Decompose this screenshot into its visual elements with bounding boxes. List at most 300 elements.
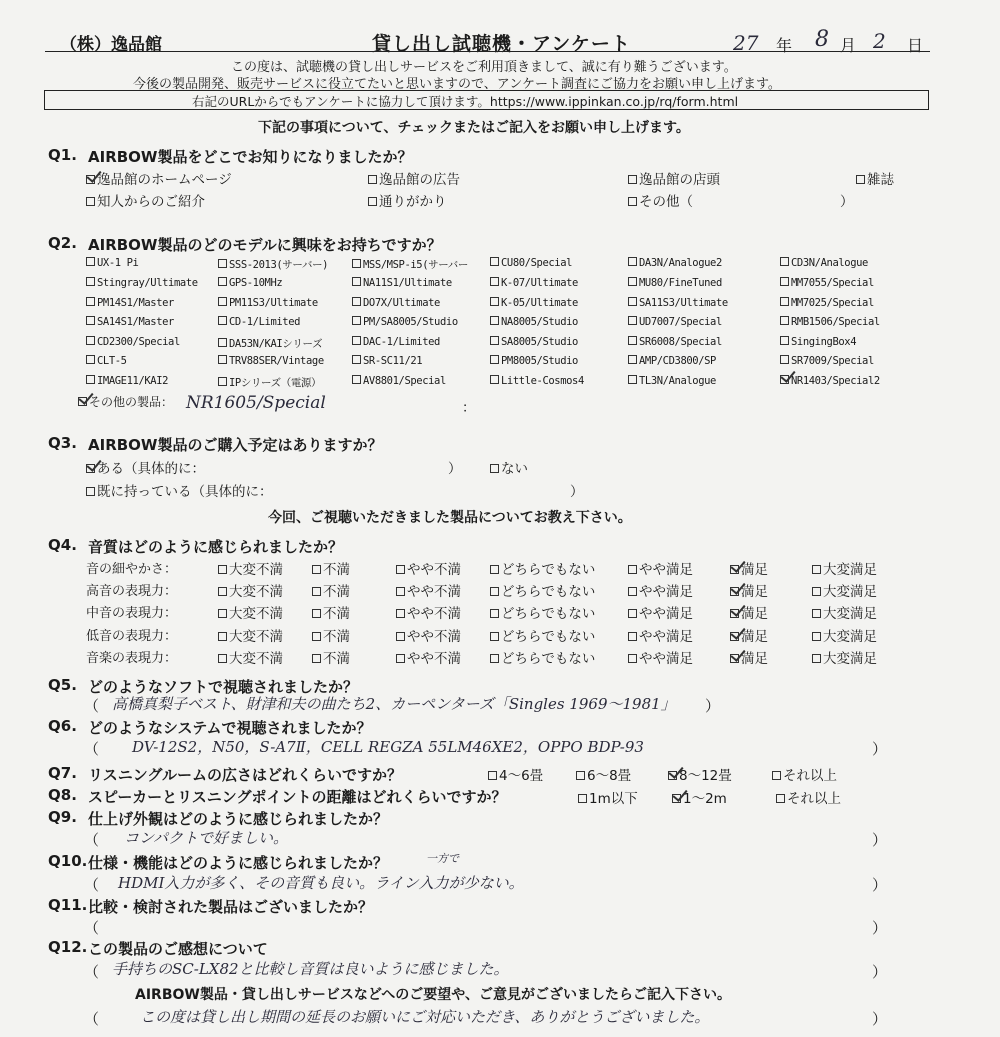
checkbox[interactable]: [218, 587, 227, 596]
checkbox[interactable]: [312, 565, 321, 574]
q4-rating-option[interactable]: [812, 558, 877, 578]
checkbox[interactable]: [312, 632, 321, 641]
q3-option-have[interactable]: [86, 480, 273, 500]
checkbox[interactable]: [730, 587, 739, 596]
q1-option-homepage[interactable]: [86, 168, 232, 188]
checkbox[interactable]: [628, 336, 637, 345]
checkbox[interactable]: [352, 336, 361, 345]
option-label: 大変満足: [823, 562, 877, 578]
checkbox[interactable]: [812, 565, 821, 574]
checkbox[interactable]: [86, 175, 95, 184]
checkbox[interactable]: [490, 257, 499, 266]
q1-question: AIRBOW製品をどこでお知りになりましたか？: [88, 148, 413, 166]
checkbox[interactable]: [628, 654, 637, 663]
option-label: 逸品館の店頭: [639, 172, 720, 188]
checkbox[interactable]: [628, 587, 637, 596]
q3-option-yes[interactable]: [86, 457, 205, 477]
checkbox[interactable]: [218, 609, 227, 618]
q12-close-paren: ）: [872, 963, 888, 981]
q4-rating-option[interactable]: [628, 580, 693, 600]
q4-row-label: 高音の表現力：: [86, 584, 178, 599]
q6-answer[interactable]: DV-12S2，N50，S-A7Ⅱ，CELL REGZA 55LM46XE2，OPPO BDP-93: [132, 738, 644, 756]
q2-model-option[interactable]: [780, 336, 856, 348]
q4-rating-option[interactable]: [812, 625, 877, 645]
checkbox[interactable]: [352, 316, 361, 325]
q2-model-option[interactable]: [490, 297, 578, 309]
option-label: MM7055/Special: [791, 277, 874, 289]
q1-option-passing[interactable]: [368, 190, 447, 210]
date-day-unit: 日: [907, 36, 924, 55]
q10-note: 一方で: [426, 852, 459, 865]
q4-rating-option[interactable]: [218, 580, 283, 600]
q2-model-option[interactable]: [490, 336, 578, 348]
checkbox[interactable]: [628, 565, 637, 574]
q10-close-paren: ）: [872, 876, 888, 894]
checkbox[interactable]: [490, 587, 499, 596]
option-label: MM7025/Special: [791, 297, 874, 309]
q10-number: Q10.: [48, 852, 88, 870]
q2-model-option[interactable]: [218, 316, 300, 328]
q4-rating-option[interactable]: [396, 602, 461, 622]
q4-rating-option[interactable]: [312, 580, 350, 600]
option-label: CD-1/Limited: [229, 316, 301, 328]
option-label: NA8005/Studio: [501, 316, 578, 328]
option-label: やや満足: [639, 651, 693, 667]
option-label: 不満: [323, 629, 350, 645]
checkbox[interactable]: [86, 297, 95, 306]
footer-open-paren: （: [84, 1010, 100, 1028]
q4-rating-option[interactable]: [312, 625, 350, 645]
q12-open-paren: （: [84, 963, 100, 981]
q4-rating-option[interactable]: [812, 602, 877, 622]
q4-rating-option[interactable]: [490, 558, 595, 578]
q1-option-referral[interactable]: [86, 190, 205, 210]
checkbox[interactable]: [86, 197, 95, 206]
checkbox[interactable]: [628, 197, 637, 206]
q2-model-option[interactable]: [628, 257, 722, 269]
q1-option-ad[interactable]: [368, 168, 460, 188]
q2-model-option[interactable]: [628, 297, 728, 309]
q2-model-option[interactable]: [218, 355, 324, 367]
option-label: 大変満足: [823, 584, 877, 600]
checkbox[interactable]: [490, 609, 499, 618]
option-label: CU80/Special: [501, 257, 573, 269]
q2-model-option[interactable]: [352, 336, 440, 348]
checkbox[interactable]: [218, 259, 227, 268]
checkbox[interactable]: [86, 487, 95, 496]
q5-question: どのようなソフトで視聴されましたか？: [88, 678, 359, 696]
q2-model-option[interactable]: [628, 355, 716, 367]
option-label: 雑誌: [867, 172, 894, 188]
checkbox[interactable]: [86, 316, 95, 325]
option-label: 大変不満: [229, 584, 283, 600]
q10-question: 仕様・機能はどのように感じられましたか？: [88, 854, 389, 872]
checkbox[interactable]: [368, 197, 377, 206]
q4-rating-option[interactable]: [396, 647, 461, 667]
q4-rating-option[interactable]: [218, 558, 283, 578]
q6-question: どのようなシステムで視聴されましたか？: [88, 719, 372, 737]
q4-rating-option[interactable]: [730, 625, 768, 645]
option-label: 不満: [323, 562, 350, 578]
q2-model-option[interactable]: [218, 297, 318, 309]
q2-model-option[interactable]: [628, 277, 722, 289]
q2-model-option[interactable]: [86, 277, 198, 289]
checkbox[interactable]: [490, 316, 499, 325]
option-label: IPシリーズ（電源）: [229, 377, 322, 389]
q8-question: スピーカーとリスニングポイントの距離はどれくらいですか？: [88, 788, 507, 806]
checkbox[interactable]: [86, 464, 95, 473]
checkbox[interactable]: [396, 609, 405, 618]
checkbox[interactable]: [812, 609, 821, 618]
q1-option-store[interactable]: [628, 168, 720, 188]
q2-model-option[interactable]: [352, 257, 468, 272]
q3-have-close: ）: [570, 484, 584, 500]
checkbox[interactable]: [368, 175, 377, 184]
q8-option-under-1m[interactable]: [578, 787, 638, 807]
checkbox[interactable]: [352, 277, 361, 286]
option-label: どちらでもない: [501, 584, 596, 600]
checkbox[interactable]: [86, 277, 95, 286]
checkbox[interactable]: [86, 257, 95, 266]
footer-close-paren: ）: [872, 1010, 888, 1028]
option-label: CD2300/Special: [97, 336, 180, 348]
q4-rating-option[interactable]: [312, 647, 350, 667]
q2-model-option[interactable]: [218, 336, 322, 351]
checkbox[interactable]: [628, 175, 637, 184]
checkbox[interactable]: [490, 297, 499, 306]
checkbox[interactable]: [490, 565, 499, 574]
option-label: DA3N/Analogue2: [639, 257, 722, 269]
checkbox[interactable]: [490, 355, 499, 364]
checkbox[interactable]: [812, 654, 821, 663]
option-label: SR-SC11/21: [363, 355, 423, 367]
checkbox[interactable]: [730, 654, 739, 663]
checkbox[interactable]: [352, 355, 361, 364]
q4-rating-option[interactable]: [628, 625, 693, 645]
q4-rating-option[interactable]: [730, 602, 768, 622]
checkbox[interactable]: [218, 316, 227, 325]
q2-model-option[interactable]: [352, 375, 446, 387]
checkbox[interactable]: [86, 375, 95, 384]
q4-rating-option[interactable]: [218, 625, 283, 645]
q4-rating-option[interactable]: [730, 647, 768, 667]
option-label: 満足: [741, 584, 768, 600]
q10-open-paren: （: [84, 876, 100, 894]
q2-model-option[interactable]: [490, 257, 572, 269]
checkbox[interactable]: [772, 771, 781, 780]
q2-model-option[interactable]: [352, 316, 458, 328]
q1-option-magazine[interactable]: [856, 168, 894, 188]
footer-answer[interactable]: この度は貸し出し期間の延長のお願いにご対応いただき、ありがとうございました。: [140, 1008, 710, 1026]
checkbox[interactable]: [490, 375, 499, 384]
option-label: MSS/MSP-i5(サーバー: [363, 259, 469, 271]
checkbox[interactable]: [352, 375, 361, 384]
q4-rating-option[interactable]: [628, 558, 693, 578]
checkbox[interactable]: [490, 654, 499, 663]
q2-model-option[interactable]: [490, 375, 584, 387]
checkbox[interactable]: [218, 297, 227, 306]
option-label: TL3N/Analogue: [639, 375, 716, 387]
q4-rating-option[interactable]: [812, 647, 877, 667]
checkbox[interactable]: [780, 336, 789, 345]
intro-line-1: この度は、試聴機の貸し出しサービスをご利用頂きまして、誠に有り難うございます。: [231, 60, 737, 75]
option-label: 大変不満: [229, 651, 283, 667]
q4-row-label: 音の細やかさ：: [86, 562, 178, 577]
date-day: 2: [873, 29, 886, 53]
option-label: どちらでもない: [501, 629, 596, 645]
checkbox[interactable]: [780, 297, 789, 306]
checkbox[interactable]: [78, 397, 87, 406]
q4-rating-option[interactable]: [628, 602, 693, 622]
option-label: K-05/Ultimate: [501, 297, 578, 309]
option-label: PM8005/Studio: [501, 355, 578, 367]
q11-close-paren: ）: [872, 919, 888, 937]
q6-open-paren: （: [84, 740, 100, 758]
checkbox[interactable]: [218, 355, 227, 364]
option-label: 6〜8畳: [587, 768, 632, 784]
option-label: 満足: [741, 562, 768, 578]
q2-model-option[interactable]: [352, 355, 422, 367]
option-label: CD3N/Analogue: [791, 257, 868, 269]
q2-model-option[interactable]: [780, 277, 874, 289]
q2-model-option[interactable]: [86, 375, 168, 387]
checkbox[interactable]: [86, 355, 95, 364]
option-label: SR6008/Special: [639, 336, 722, 348]
url-line: 右記のURLからでもアンケートに協力して頂けます。https://www.ippinkan.co.jp/rq/form.html: [192, 94, 739, 109]
q4-rating-option[interactable]: [730, 580, 768, 600]
checkbox[interactable]: [218, 277, 227, 286]
option-label: ある（具体的に：: [97, 461, 205, 477]
checkbox[interactable]: [490, 632, 499, 641]
checkbox[interactable]: [628, 632, 637, 641]
q2-model-option[interactable]: [490, 316, 578, 328]
q11-number: Q11.: [48, 896, 88, 914]
q9-number: Q9.: [48, 808, 77, 826]
q5-close-paren: ）: [705, 697, 721, 715]
q2-model-option[interactable]: [352, 277, 452, 289]
checkbox[interactable]: [628, 316, 637, 325]
q2-model-option[interactable]: [780, 297, 874, 309]
option-label: 逸品館の広告: [379, 172, 460, 188]
q2-model-option[interactable]: [780, 355, 874, 367]
q5-answer[interactable]: 高橋真梨子ベスト、財津和夫の曲たち2、カーペンターズ「Singles 1969〜1981」: [112, 695, 676, 713]
option-label: SA14S1/Master: [97, 316, 174, 328]
checkbox[interactable]: [628, 257, 637, 266]
checkbox[interactable]: [312, 587, 321, 596]
checkbox[interactable]: [668, 771, 677, 780]
option-label: AMP/CD3800/SP: [639, 355, 716, 367]
q7-question: リスニングルームの広さはどれくらいですか？: [88, 766, 402, 784]
q2-other-products[interactable]: [78, 393, 173, 410]
option-label: 大変不満: [229, 562, 283, 578]
q7-option-6-8[interactable]: [576, 764, 631, 784]
q4-rating-option[interactable]: [490, 625, 595, 645]
q10-answer[interactable]: HDMI入力が多く、その音質も良い。ライン入力が少ない。: [118, 874, 524, 892]
q4-rating-option[interactable]: [396, 625, 461, 645]
q4-rating-option[interactable]: [628, 647, 693, 667]
option-label: PM/SA8005/Studio: [363, 316, 458, 328]
q2-model-option[interactable]: [780, 316, 880, 328]
q4-rating-option[interactable]: [312, 602, 350, 622]
option-label: DO7X/Ultimate: [363, 297, 440, 309]
option-label: やや満足: [639, 606, 693, 622]
q2-model-option[interactable]: [628, 375, 716, 387]
q2-model-option[interactable]: [490, 355, 578, 367]
q4-rating-option[interactable]: [490, 647, 595, 667]
q2-model-option[interactable]: [86, 297, 174, 309]
q2-model-option[interactable]: [780, 257, 868, 269]
date-month: 8: [815, 27, 829, 52]
q8-option-more[interactable]: [776, 787, 841, 807]
checkbox[interactable]: [628, 375, 637, 384]
footer-request: AIRBOW製品・貸し出しサービスなどへのご要望や、ご意見がございましたらご記入下さい。: [135, 987, 731, 1003]
checkbox[interactable]: [218, 377, 227, 386]
checkbox[interactable]: [672, 794, 681, 803]
option-label: CLT-5: [97, 355, 127, 367]
q2-model-option[interactable]: [86, 355, 127, 367]
date-month-unit: 月: [840, 36, 857, 55]
checkbox[interactable]: [352, 259, 361, 268]
checkbox[interactable]: [628, 277, 637, 286]
option-label: やや不満: [407, 651, 461, 667]
checkbox[interactable]: [312, 609, 321, 618]
checkbox[interactable]: [780, 355, 789, 364]
option-label: 大変満足: [823, 606, 877, 622]
q2-model-option[interactable]: [86, 336, 180, 348]
q7-option-8-12[interactable]: [668, 764, 732, 784]
checkbox[interactable]: [776, 794, 785, 803]
q9-open-paren: （: [84, 831, 100, 849]
option-label: 不満: [323, 584, 350, 600]
checkbox[interactable]: [780, 277, 789, 286]
option-label: IMAGE11/KAI2: [97, 375, 169, 387]
checkbox[interactable]: [218, 654, 227, 663]
q7-number: Q7.: [48, 764, 77, 782]
q2-model-option[interactable]: [780, 375, 880, 387]
q1-other-close: ）: [840, 194, 854, 210]
q4-rating-option[interactable]: [312, 558, 350, 578]
q4-row-label: 中音の表現力：: [86, 606, 178, 621]
checkbox[interactable]: [396, 654, 405, 663]
checkbox[interactable]: [812, 632, 821, 641]
option-label: やや不満: [407, 584, 461, 600]
q2-model-option[interactable]: [86, 316, 174, 328]
q2-other-answer[interactable]: NR1605/Special: [186, 393, 326, 413]
option-label: NR1403/Special2: [791, 375, 880, 387]
q2-model-option[interactable]: [86, 257, 138, 269]
q2-model-option[interactable]: [218, 375, 321, 390]
q5-number: Q5.: [48, 676, 77, 694]
checkbox[interactable]: [490, 336, 499, 345]
checkbox[interactable]: [490, 464, 499, 473]
q4-rating-option[interactable]: [396, 580, 461, 600]
q2-model-option[interactable]: [490, 277, 578, 289]
q7-option-more[interactable]: [772, 764, 837, 784]
q12-answer[interactable]: 手持ちのSC-LX82と比較し音質は良いように感じました。: [112, 960, 509, 978]
checkbox[interactable]: [396, 587, 405, 596]
checkbox[interactable]: [488, 771, 497, 780]
q4-rating-option[interactable]: [396, 558, 461, 578]
checkbox[interactable]: [628, 609, 637, 618]
intro-line-2: 今後の製品開発、販売サービスに役立てたいと思いますので、アンケート調査にご協力をお願い申し上げます。: [133, 77, 781, 92]
q4-question: 音質はどのように感じられましたか？: [88, 538, 344, 556]
checkbox[interactable]: [218, 338, 227, 347]
q4-rating-option[interactable]: [490, 602, 595, 622]
option-label: 満足: [741, 651, 768, 667]
form-title: 貸し出し試聴機・アンケート: [372, 33, 631, 55]
q4-rating-option[interactable]: [730, 558, 768, 578]
checkbox[interactable]: [396, 632, 405, 641]
checkbox[interactable]: [396, 565, 405, 574]
option-label: DAC-1/Limited: [363, 336, 440, 348]
checkbox[interactable]: [730, 565, 739, 574]
date-year: 27: [733, 31, 759, 55]
option-label: 大変満足: [823, 651, 877, 667]
option-label: 通りがかり: [379, 194, 447, 210]
q2-model-option[interactable]: [352, 297, 440, 309]
q3-yes-close: ）: [448, 461, 462, 477]
q1-option-other[interactable]: [628, 190, 693, 210]
date-year-unit: 年: [776, 36, 793, 55]
checkbox[interactable]: [780, 257, 789, 266]
checkbox[interactable]: [628, 355, 637, 364]
q4-rating-option[interactable]: [812, 580, 877, 600]
checkbox[interactable]: [86, 336, 95, 345]
q2-model-option[interactable]: [218, 277, 282, 289]
q11-open-paren: （: [84, 919, 100, 937]
q2-number: Q2.: [48, 234, 77, 252]
checkbox[interactable]: [352, 297, 361, 306]
option-label: SingingBox4: [791, 336, 857, 348]
checkbox[interactable]: [218, 632, 227, 641]
option-label: やや満足: [639, 629, 693, 645]
checkbox[interactable]: [628, 297, 637, 306]
q2-other-colon: ：: [462, 400, 476, 416]
q4-rating-option[interactable]: [218, 602, 283, 622]
checkbox[interactable]: [730, 632, 739, 641]
checkbox[interactable]: [218, 565, 227, 574]
q8-option-1-2m[interactable]: [672, 787, 727, 807]
q5-open-paren: （: [84, 697, 100, 715]
q2-model-option[interactable]: [628, 336, 722, 348]
q4-row-label: 低音の表現力：: [86, 629, 178, 644]
q2-model-option[interactable]: [218, 257, 328, 272]
checkbox[interactable]: [578, 794, 587, 803]
option-label: Stingray/Ultimate: [97, 277, 198, 289]
q7-option-4-6[interactable]: [488, 764, 543, 784]
option-label: 8〜12畳: [679, 768, 732, 784]
checkbox[interactable]: [780, 316, 789, 325]
option-label: UX-1 Pi: [97, 257, 139, 269]
checkbox[interactable]: [576, 771, 585, 780]
option-label: SA8005/Studio: [501, 336, 578, 348]
q9-answer[interactable]: コンパクトで好ましい。: [124, 829, 288, 847]
option-label: それ以上: [783, 768, 837, 784]
q4-rating-option[interactable]: [218, 647, 283, 667]
option-label: それ以上: [787, 791, 841, 807]
checkbox[interactable]: [730, 609, 739, 618]
q3-option-no[interactable]: [490, 457, 528, 477]
checkbox[interactable]: [780, 375, 789, 384]
option-label: やや満足: [639, 562, 693, 578]
q2-model-option[interactable]: [628, 316, 722, 328]
option-label: AV8801/Special: [363, 375, 446, 387]
q4-rating-option[interactable]: [490, 580, 595, 600]
checkbox[interactable]: [856, 175, 865, 184]
checkbox[interactable]: [490, 277, 499, 286]
checkbox[interactable]: [312, 654, 321, 663]
checkbox[interactable]: [812, 587, 821, 596]
